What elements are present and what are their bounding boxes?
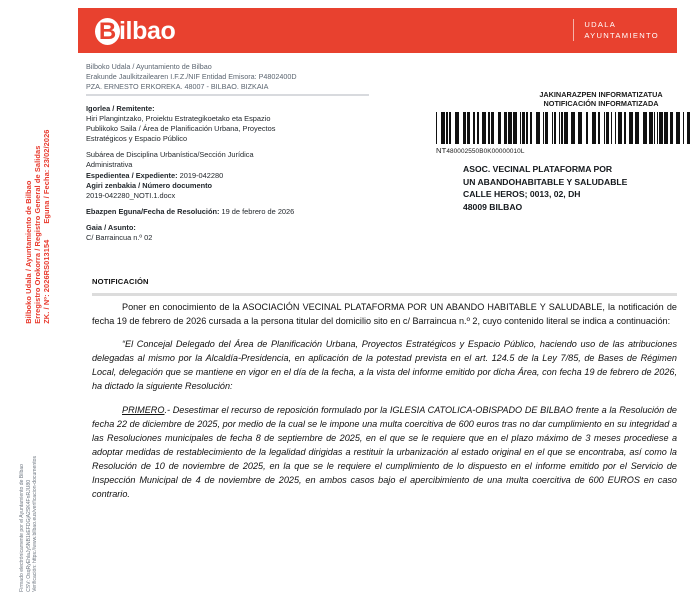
asunto-group <box>86 223 378 243</box>
logo-initial-badge: B <box>95 18 120 45</box>
addressee-line-3: CALLE HEROS; 0013, 02, DH <box>463 189 581 200</box>
addressee-line-4: 48009 BILBAO <box>463 201 523 212</box>
body-paragraph-2: “El Concejal Delegado del Área de Planificación Urbana, Proyectos Estratégicos y Espacio Público, haciendo uso de las atribuciones delegadas al mismo por la Alcaldía-Presidencia, en aplicación de la potestad prevista en el art. 124.5 de la Ley 7/85, de Bases de Régimen Local, delegación que se mantiene en vigor en el día de la fecha, a la vista del informe emitido por dicha Área, con fecha 19 de febrero de 2026, ha dictado la siguiente Resolución: <box>92 339 677 392</box>
signature-stamp-verification-url: Verificación: https://www.bilbao.eus/verificacion-documentos <box>32 455 39 592</box>
expediente-row <box>86 171 378 181</box>
asunto-label: Gaia / Asunto: <box>86 222 136 232</box>
electronic-signature-stamp <box>19 402 39 592</box>
body-paragraph-3 <box>92 403 677 502</box>
body-paragraph-1: Poner en conocimiento de la ASOCIACIÓN VECINAL PLATAFORMA POR UN ABANDO HABITABLE Y SALUDABLE, la notificación de fecha 19 de febrero de 2026 cursada a la persona titular del domicilio sito en c/ Barraincua n.º 2, cuyo contenido literal se indica a continuación: <box>92 302 677 327</box>
issuer-info <box>86 62 376 91</box>
issuer-line-3: PZA. ERNESTO ERKOREKA. 48007 - BILBAO. BIZKAIA <box>86 81 269 91</box>
subarea-group <box>86 150 378 200</box>
fecha-resolucion-row <box>86 207 378 217</box>
sender-department-line-1: Hiri Plangintzako, Proiektu Estrategikoetako eta Espazio <box>86 114 271 124</box>
body-paragraph-3-text: .- Desestimar el recurso de reposición formulado por la IGLESIA CATOLICA-OBISPADO DE BILBAO frente a la Resolución de fecha 22 de diciembre de 2025, por medio de la cual se le impone una multa coercitiva de 600 euros tras no dar cumplimiento en su integridad a las Resoluciones municipales de fecha 8 de septiembre de 2025, en el que se le requiere que en el plazo máximo de 3 meses procediese a adoptar medidas de restablecimiento de la legalidad dirigidas a restituir la urbanización al estado original en el que se encontraba, así como la Resolución de 10 de noviembre de 2025, en la que se le requiere el cumplimiento de lo dispuesto en el informe emitido por el Servicio de Inspección Municipal de 4 de noviembre de 2025, en ambos casos bajo el apercibimiento de una multa coercitiva de 600 EUROS en caso contrario. <box>92 404 677 500</box>
document-page <box>78 0 693 578</box>
documento-label: Agiri zenbakia / Número documento <box>86 180 213 190</box>
sender-details-block <box>86 104 378 243</box>
barcode-number <box>436 146 524 155</box>
sender-department-line-2: Publikoko Saila / Área de Planificación Urbana, Proyectos <box>86 124 276 134</box>
barcode-number-prefix: NT <box>436 146 447 155</box>
header-institution-name <box>573 19 659 41</box>
section-title-notificacion: NOTIFICACIÓN <box>92 277 149 286</box>
header-institution-eu: UDALA <box>584 20 617 29</box>
issuer-line-1: Bilboko Udala / Ayuntamiento de Bilbao <box>86 62 212 71</box>
registry-stamp <box>24 24 52 324</box>
signature-stamp-csv: CSV: OsqRyEhlaJy5NB1kEFDGjA2SK4FnRJU80 <box>25 479 32 592</box>
barcode-image <box>436 112 693 144</box>
notification-title-es: NOTIFICACIÓN INFORMATIZADA <box>543 99 659 109</box>
bilbao-logo <box>95 17 175 45</box>
barcode-number-digits: 480002550B0K00000010L <box>446 148 525 155</box>
brand-header-bar <box>78 8 677 53</box>
subarea-line-2: Administrativa <box>86 160 133 170</box>
left-margin-stamps <box>0 0 78 592</box>
logo-wordmark: ilbao <box>119 16 176 45</box>
fecha-resolucion-group <box>86 207 378 217</box>
registry-stamp-line-3: ZK. / Nº: 2026RS013154Eguna / Fecha: 23/02/2026 <box>42 129 52 324</box>
subarea-line-1: Subárea de Disciplina Urbanística/Sección Jurídica <box>86 150 254 160</box>
addressee-line-2: UN ABANDOHABITABLE Y SALUDABLE <box>463 176 628 187</box>
addressee-line-1: ASOC. VECINAL PLATAFORMA POR <box>463 164 613 174</box>
notification-title-eu: JAKINARAZPEN INFORMATIZATUA <box>539 90 663 99</box>
issuer-divider <box>86 94 369 96</box>
sender-department-line-3: Estratégicos y Espacio Público <box>86 134 188 144</box>
sender-label: Igorlea / Remitente: <box>86 104 155 113</box>
registry-stamp-line-2: Erregistro Orokorra / Registro General de Salidas <box>33 145 43 324</box>
documento-value: 2019-042280_NOTI.1.docx <box>86 190 176 200</box>
asunto-value: C/ Barraincua n.º 02 <box>86 233 153 243</box>
addressee-block <box>463 163 693 213</box>
section-divider <box>92 293 677 296</box>
expediente-label: Espedientea / Expediente: <box>86 170 178 180</box>
fecha-resolucion-label: Ebazpen Eguna/Fecha de Resolución: <box>86 206 220 216</box>
expediente-value: 2019-042280 <box>179 170 224 180</box>
issuer-line-2: Erakunde Jaulkitzailearen I.F.Z./NIF Entidad Emisora: P4802400D <box>86 71 297 81</box>
document-body <box>92 300 677 501</box>
registry-stamp-line-1: Bilboko Udala / Ayuntamiento de Bilbao <box>24 180 34 324</box>
header-institution-es: AYUNTAMIENTO <box>584 31 659 40</box>
fecha-resolucion-value: 19 de febrero de 2026 <box>221 206 295 216</box>
body-paragraph-3-lead: PRIMERO <box>122 404 165 415</box>
sender-group <box>86 104 378 144</box>
signature-stamp-line-1: Firmado electrónicamente por el Ayuntamiento de Bilbao <box>19 464 26 592</box>
notification-panel-title <box>486 90 693 109</box>
